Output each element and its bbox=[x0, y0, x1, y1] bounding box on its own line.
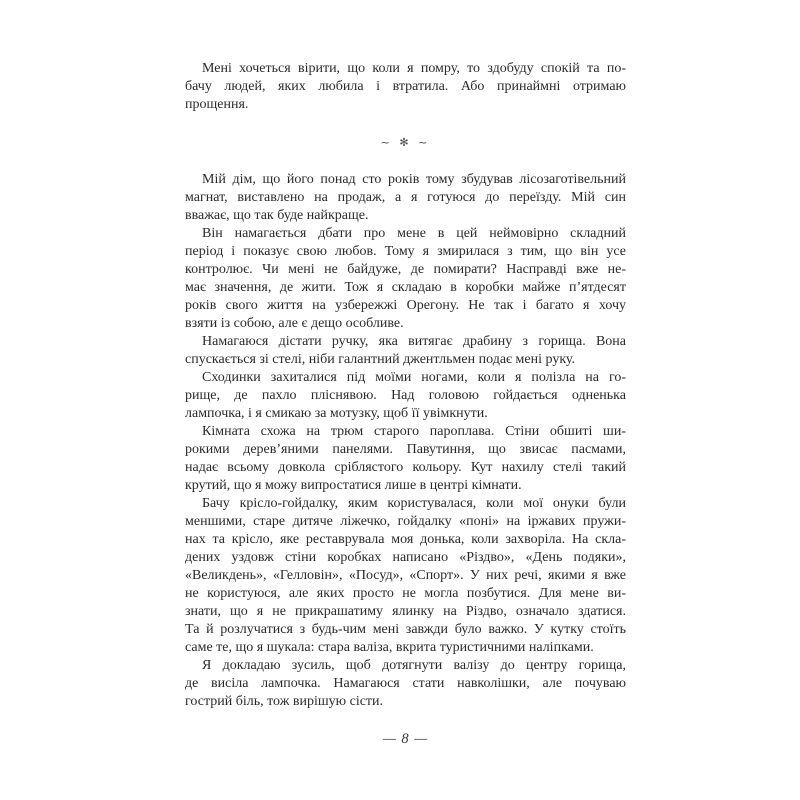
text-line: дених уздовж стіни коробках написано «Різдво», «День подяки», bbox=[185, 550, 626, 565]
text-line: Бачу крісло-гойдалку, яким користувалася, коли мої онуки були bbox=[202, 496, 626, 511]
text-line: прощення. bbox=[185, 97, 249, 112]
text-line: не користуюся, але яких просто не могла позбутися. Для мене ви- bbox=[185, 586, 626, 601]
text-line: Мій дім, що його понад сто років тому збудував лісозаготівельний bbox=[202, 172, 626, 187]
text-line: меншими, старе дитяче ліжечко, гойдалку «поні» на іржавих пружи- bbox=[185, 514, 626, 529]
text-line: надає всьому довкола сріблястого кольору. Кут нахилу стелі такий bbox=[185, 460, 626, 475]
text-line: крутий, що я можу випростатися лише в центрі кімнати. bbox=[185, 478, 522, 493]
separator-ornament: ~ ✻ ~ bbox=[380, 136, 431, 149]
page-text bbox=[185, 60, 626, 711]
text-line: «Великдень», «Гелловін», «Посуд», «Спорт». У них речі, якими я вже bbox=[185, 568, 626, 583]
section-separator bbox=[185, 114, 626, 171]
text-line: магнат, виставлено на продаж, а я готуюся до переїзду. Мій син bbox=[185, 190, 626, 205]
text-line: Намагаюся дістати ручку, яка витягає драбину з горища. Вона bbox=[202, 334, 626, 349]
text-line: де висіла лампочка. Намагаюся стати навколішки, але почуваю bbox=[185, 676, 626, 691]
page-number: — 8 — bbox=[382, 731, 429, 747]
text-line: років свого життя на узбережжі Орегону. Не так і багато я хочу bbox=[185, 298, 626, 313]
text-line: рокими дерев’яними панелями. Павутиння, що звисає пасмами, bbox=[185, 442, 626, 457]
text-line: знати, що я не прикрашатиму ялинку на Різдво, означало здатися. bbox=[185, 604, 626, 619]
text-line: гострий біль, тож вирішую сісти. bbox=[185, 694, 384, 709]
text-line: нах та крісло, яке реставрувала моя донька, коли захворіла. На скла- bbox=[185, 532, 626, 547]
text-line: Мені хочеться вірити, що коли я помру, то здобуду спокій та по- bbox=[202, 61, 626, 76]
text-line: Він намагається дбати про мене в цей неймовірно складний bbox=[202, 226, 626, 241]
text-line: має значення, де жити. Тож я складаю в коробки майже п’ятдесят bbox=[185, 280, 626, 295]
text-line: спускається зі стелі, ніби галантний джентльмен подає мені руку. bbox=[185, 352, 576, 367]
text-line: рище, де пахло пліснявою. Над головою гойдається одненька bbox=[185, 388, 626, 403]
text-line: саме те, що я шукала: стара валіза, вкрита туристичними наліпками. bbox=[185, 640, 594, 655]
text-line: Кімната схожа на трюм старого пароплава. Стіни обшиті ши- bbox=[202, 424, 626, 439]
text-line: період і показує свою любов. Тому я змирилася з тим, що він усе bbox=[185, 244, 626, 259]
text-line: лампочка, і я смикаю за мотузку, щоб її увімкнути. bbox=[185, 406, 488, 421]
text-line: Я докладаю зусиль, щоб дотягнути валізу до центру горища, bbox=[202, 658, 626, 673]
text-line: взяти із собою, але є дещо особливе. bbox=[185, 316, 404, 331]
text-line: вважає, що так буде найкраще. bbox=[185, 208, 369, 223]
text-line: контролює. Чи мені не байдуже, де помирати? Насправді вже не- bbox=[185, 262, 626, 277]
text-line: Сходинки захиталися під моїми ногами, коли я полізла на го- bbox=[202, 370, 626, 385]
text-line: бачу людей, яких любила і втратила. Або принаймні отримаю bbox=[185, 79, 626, 94]
text-line: Та й розлучатися з будь-чим мені завжди було важко. У кутку стоїть bbox=[185, 622, 626, 637]
